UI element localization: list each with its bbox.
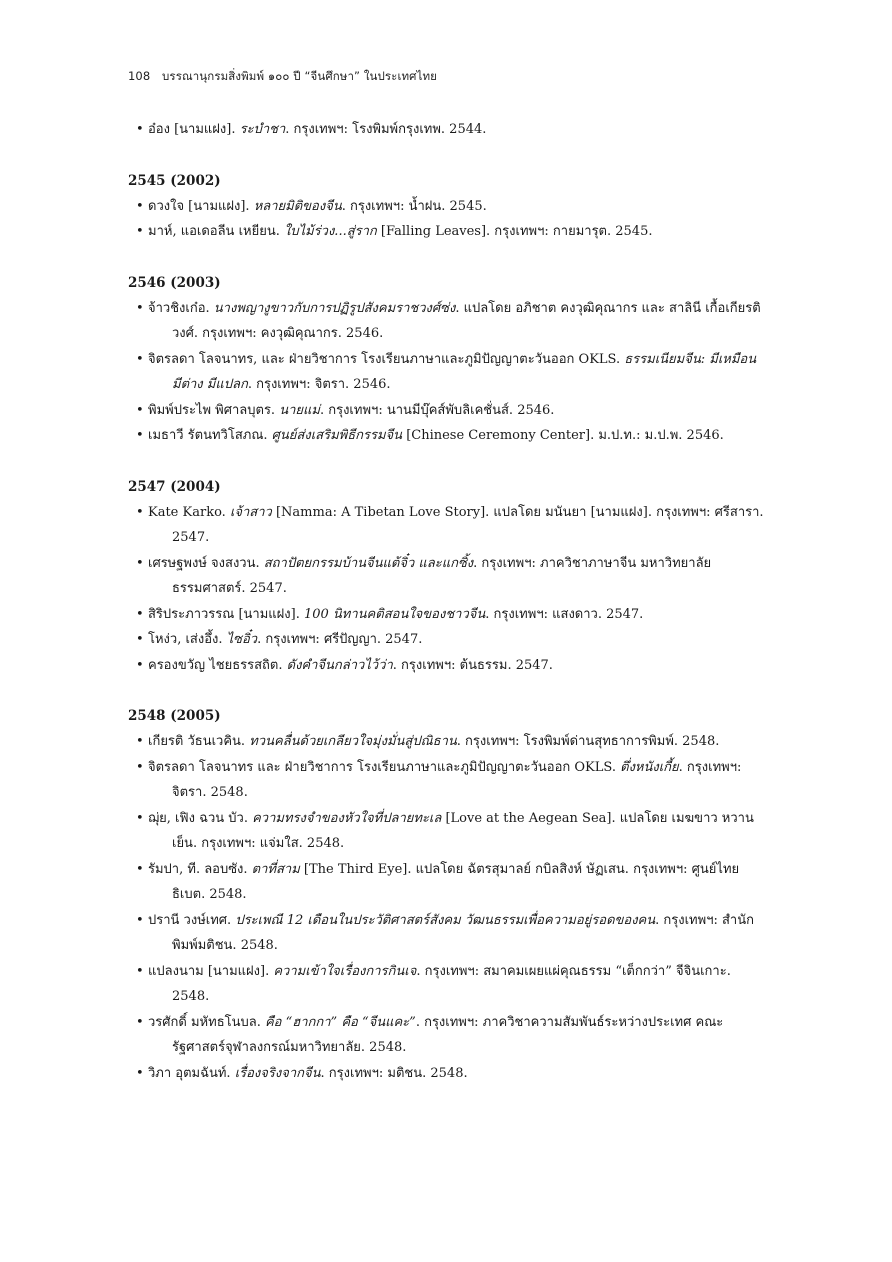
entry-title: ความเข้าใจเรื่องการกินเจ <box>273 963 417 979</box>
bibliography-entry <box>128 551 768 602</box>
year-section <box>128 245 768 449</box>
bibliography-entry <box>128 347 768 398</box>
entry-text: วิภา อุตมฉันท์. <box>148 1065 235 1081</box>
entry-text: . กรุงเทพฯ: จิตรา. 2546. <box>247 377 391 392</box>
year-heading: 2547 (2004) <box>128 478 221 495</box>
entry-title: ทวนคลื่นด้วยเกลียวใจมุ่งมั่นสู่ปณิธาน <box>249 734 457 749</box>
bibliography-entry <box>128 602 768 628</box>
bullet-icon: • <box>136 224 144 239</box>
bullet-icon: • <box>136 657 144 673</box>
entry-text: ฌุ่ย, เฟิง ฉวน บัว. <box>148 810 253 826</box>
entry-title: ประเพณี 12 เดือนในประวัติศาสตร์สังคม วัฒนธรรมเพื่อความอยู่รอดของคน <box>235 912 656 928</box>
year-heading: 2545 (2002) <box>128 172 221 189</box>
entry-text: . กรุงเทพฯ: ต้นธรรม. 2547. <box>392 657 553 673</box>
entry-title: สถาปัตยกรรมบ้านจีนแต้จิ๋ว และแกซิ้ง <box>263 555 474 571</box>
entry-title: คือ “ฮากกา” คือ “จีนแคะ” <box>264 1014 416 1030</box>
bibliography-entry <box>128 755 768 806</box>
entry-title: ตึ่งหนังเกี้ย <box>620 759 679 775</box>
entry-title: ธรรมเนียมจีน: มีเหมือน มีต่าง มีแปลก <box>172 351 757 392</box>
bullet-icon: • <box>136 504 144 520</box>
bibliography-entry <box>128 1010 768 1061</box>
entry-text: . กรุงเทพฯ: แสงดาว. 2547. <box>485 606 644 622</box>
bibliography-entry <box>128 219 768 245</box>
bibliography-entry <box>128 194 768 220</box>
entry-text: . กรุงเทพฯ: สำนักพิมพ์มติชน. 2548. <box>172 912 754 953</box>
bullet-icon: • <box>136 1014 144 1030</box>
entry-title: ความทรงจำของหัวใจที่ปลายทะเล <box>252 810 442 826</box>
entry-text: . กรุงเทพฯ: น้ำฝน. 2545. <box>341 198 487 214</box>
bullet-icon: • <box>136 1065 144 1081</box>
entry-text: . กรุงเทพฯ: ภาควิชาภาษาจีน มหาวิทยาลัยธรรมศาสตร์. 2547. <box>172 555 712 596</box>
bibliography-entry <box>128 653 768 679</box>
bibliography-body <box>128 117 768 1086</box>
entry-text: มาห์, แอเดอลีน เหยียน. <box>148 224 284 239</box>
bullet-icon: • <box>136 402 144 418</box>
section-spacer <box>128 678 768 704</box>
bibliography-entry <box>128 729 768 755</box>
bibliography-entry <box>128 857 768 908</box>
entry-title: เรื่องจริงจากจีน <box>234 1065 321 1081</box>
year-section <box>128 678 768 1086</box>
year-heading: 2548 (2005) <box>128 708 221 724</box>
entry-text: แปลงนาม [นามแฝง]. <box>148 963 274 979</box>
year-section <box>128 143 768 245</box>
entry-text: โหง่ว, เส่งอึ้ง. <box>148 632 227 647</box>
bibliography-entry <box>128 296 768 347</box>
entry-title: ระบำชา <box>239 122 286 137</box>
bibliography-entry <box>128 959 768 1010</box>
entry-text: [Chinese Ceremony Center]. ม.ป.ท.: ม.ป.พ. 2546. <box>402 428 724 443</box>
bullet-icon: • <box>136 428 144 443</box>
bullet-icon: • <box>136 606 144 622</box>
entry-title: ศูนย์ส่งเสริมพิธีกรรมจีน <box>271 428 403 443</box>
entry-text: . กรุงเทพฯ: ภาควิชาความสัมพันธ์ระหว่างประเทศ คณะรัฐศาสตร์จุฬาลงกรณ์มหาวิทยาลัย. 2548. <box>172 1014 724 1055</box>
bibliography-entry <box>128 423 768 449</box>
entry-text: จิตรลดา โลจนาทร, และ ฝ่ายวิชาการ โรงเรียนภาษาและภูมิปัญญาตะวันออก OKLS. <box>148 351 625 367</box>
entry-title: นายแม่ <box>279 402 320 418</box>
entry-title: 100 นิทานคติสอนใจของชาวจีน <box>303 606 486 622</box>
bullet-icon: • <box>136 122 144 137</box>
entry-text: [The Third Eye]. แปลโดย ฉัตรสุมาลย์ กบิลสิงห์ ษัฏเสน. กรุงเทพฯ: ศูนย์ไทยธิเบต. 2548. <box>172 861 740 902</box>
bullet-icon: • <box>136 912 144 928</box>
bullet-icon: • <box>136 861 144 877</box>
entry-text: [Love at the Aegean Sea]. แปลโดย เมฆขาว หวานเย็น. กรุงเทพฯ: แจ่มใส. 2548. <box>172 810 754 851</box>
bullet-icon: • <box>136 963 144 979</box>
entry-text: จิตรลดา โลจนาทร และ ฝ่ายวิชาการ โรงเรียนภาษาและภูมิปัญญาตะวันออก OKLS. <box>148 759 621 775</box>
bullet-icon: • <box>136 555 144 571</box>
entry-text: สิริประภาวรรณ [นามแฝง]. <box>148 606 304 622</box>
year-section <box>128 449 768 679</box>
entry-text: เกียรติ วัธนเวคิน. <box>148 734 250 749</box>
bullet-icon: • <box>136 759 144 775</box>
entry-text: [Namma: A Tibetan Love Story]. แปลโดย มนันยา [นามแฝง]. กรุงเทพฯ: ศรีสารา. 2547. <box>172 504 764 545</box>
bullet-icon: • <box>136 198 144 214</box>
year-heading: 2546 (2003) <box>128 274 221 291</box>
bibliography-entry <box>128 908 768 959</box>
entry-text: [Falling Leaves]. กรุงเทพฯ: กายมารุต. 2545. <box>376 224 653 239</box>
running-title: บรรณานุกรมสิ่งพิมพ์ ๑๐๐ ปี “จีนศึกษา” ในประเทศไทย <box>162 69 437 83</box>
entry-text: ปรานี วงษ์เทศ. <box>148 912 236 928</box>
entry-title: ไซอิ๋ว <box>226 632 258 647</box>
entry-text: . กรุงเทพฯ: โรงพิมพ์ด่านสุทธาการพิมพ์. 2548. <box>456 734 720 749</box>
bullet-icon: • <box>136 734 144 749</box>
entry-text: เศรษฐพงษ์ จงสงวน. <box>148 555 264 571</box>
entry-text: วรศักดิ์ มหัทธโนบล. <box>148 1014 265 1030</box>
entry-text: . กรุงเทพฯ: สมาคมเผยแผ่คุณธรรม “เต็กกว่า” จีจินเกาะ. 2548. <box>172 963 731 1004</box>
entry-title: หลายมิติของจีน <box>253 198 342 214</box>
entry-title: ตาที่สาม <box>251 861 300 877</box>
entry-text: . กรุงเทพฯ: จิตรา. 2548. <box>172 759 742 800</box>
bibliography-entry <box>128 627 768 653</box>
section-spacer <box>128 449 768 475</box>
bullet-icon: • <box>136 300 144 316</box>
bullet-icon: • <box>136 632 144 647</box>
entry-title: ใบไม้ร่วง...สู่ราก <box>283 224 377 239</box>
entry-text: ดวงใจ [นามแฝง]. <box>148 198 254 214</box>
entry-text: ครองขวัญ ไชยธรรสถิต. <box>148 657 287 673</box>
entry-text: รัมปา, ที. ลอบซัง. <box>148 861 252 877</box>
year-section <box>128 117 768 143</box>
bibliography-entry <box>128 500 768 551</box>
bibliography-entry <box>128 806 768 857</box>
page-number: 108 <box>128 69 151 83</box>
entry-text: . กรุงเทพฯ: โรงพิมพ์กรุงเทพ. 2544. <box>285 122 487 137</box>
section-spacer <box>128 245 768 271</box>
entry-text: Kate Karko. <box>148 504 230 520</box>
entry-title: นางพญางูขาวกับการปฏิรูปสังคมราชวงศ์ซ่ง <box>213 300 456 316</box>
bullet-icon: • <box>136 810 144 826</box>
entry-text: อ๋อง [นามแฝง]. <box>148 122 240 137</box>
bullet-icon: • <box>136 351 144 367</box>
entry-text: เมธาวี รัตนทวิโสภณ. <box>148 428 272 443</box>
entry-text: พิมพ์ประไพ พิศาลบุตร. <box>148 402 280 418</box>
entry-text: . แปลโดย อภิชาต คงวุฒิคุณากร และ สาลินี เกื้อเกียรติวงศ์. กรุงเทพฯ: คงวุฒิคุณากร. 2546. <box>172 300 761 341</box>
entry-text: . กรุงเทพฯ: ศรีปัญญา. 2547. <box>257 632 423 647</box>
bibliography-entry <box>128 117 768 143</box>
bibliography-entry <box>128 1061 768 1087</box>
bibliography-entry <box>128 398 768 424</box>
entry-title: ดังคำจีนกล่าวไว้ว่า <box>286 657 393 673</box>
entry-title: เจ้าสาว <box>229 504 272 520</box>
entry-text: . กรุงเทพฯ: มติชน. 2548. <box>320 1065 468 1081</box>
section-spacer <box>128 143 768 169</box>
entry-text: . กรุงเทพฯ: นานมีบุ๊คส์พับลิเคชั่นส์. 2546. <box>319 402 555 418</box>
running-header <box>128 68 437 86</box>
entry-text: จ้าวชิงเก๋อ. <box>148 300 214 316</box>
